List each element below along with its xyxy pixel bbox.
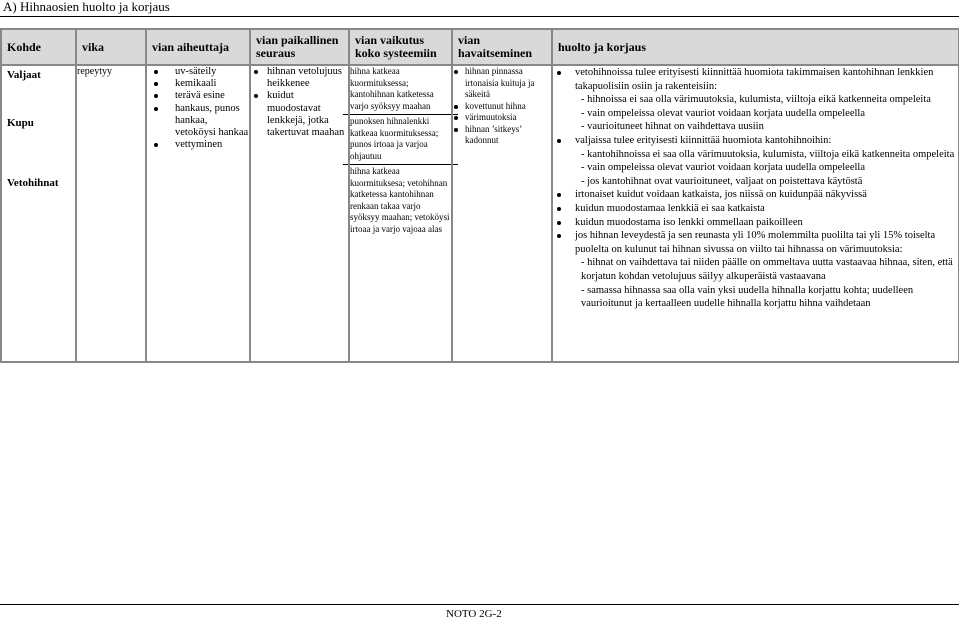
vika-value: repeytyy [77,66,112,77]
list-item: kovettunut hihna [453,101,551,113]
sub-item: - hihnoissa ei saa olla värimuutoksia, kulumista, viiltoja eikä katkenneita ompeleita [581,94,931,106]
list-item: hihnan vetolujuus heikkenee [251,66,348,90]
list-item: värimuutoksia [453,112,551,124]
list-item: vettyminen [147,139,249,151]
list-item: hankaus, punos hankaa, vetoköysi hankaa [147,103,249,140]
sub-item: - jos kantohihnat ovat vaurioituneet, valjaat on poistettava käytöstä [581,175,863,187]
header-row [1,29,959,65]
sub-item: - vaurioituneet hihnat on vaihdettava uusiin [581,121,764,133]
list-item: valjaissa tulee erityisesti kiinnittää huomiota kantohihnoihin: - kantohihnoissa ei saa olla värimuutoksia, kulumista, viiltoja eikä katkenneita ompeleita - vain ompeleissa olevat vauriot voidaan korjata uudella ompeleella - jos kantohihnat ovat vaurioituneet, valjaat on poistettava käytöstä [553,134,958,188]
sub-item: - vain ompeleissa olevat vauriot voidaan korjata uudella ompeleella [581,107,865,119]
page-footer [0,604,959,622]
header-aiheuttaja: vian aiheuttaja [146,29,250,65]
kohde-kupu: Kupu [7,117,34,129]
sub-item: - kantohihnoissa ei saa olla värimuutoksia, kulumista, viiltoja eikä katkenneita ompeleita [581,148,955,160]
page-title: A) Hihnaosien huolto ja korjaus [3,0,170,14]
vika-cell [76,65,146,362]
footer-label: NOTO 2G-2 [446,608,502,620]
havaitseminen-list [453,66,551,147]
table-row [1,65,959,362]
page-title-bar [0,0,959,17]
huolto-list [553,66,958,311]
list-item: hihnan pinnassa irtonaisia kuituja ja säkeitä [453,66,551,101]
kohde-valjaat: Valjaat [7,69,41,81]
divider [343,114,458,115]
list-item: kuidun muodostama iso lenkki ommellaan paikoilleen [553,216,958,230]
aiheuttaja-list [147,66,249,151]
huolto-cell [552,65,959,362]
header-kohde: Kohde [1,29,76,65]
list-item: irtonaiset kuidut voidaan katkaista, jos niissä on kuidunpää näkyvissä [553,188,958,202]
header-vaikutus: vian vaikutus koko systeemiin [349,29,452,65]
sub-item: - vain ompeleissa olevat vauriot voidaan korjata uudella ompeleella [581,162,865,174]
header-seuraus: vian paikallinen seuraus [250,29,349,65]
sub-item: - hihnat on vaihdettava tai niiden päälle on ommeltava uutta vastaavaa hihnaa, siten, että korjatun kohdan vetolujuus säilyy alkuperäistä vastaavana [581,257,953,282]
list-item: kuidun muodostamaa lenkkiä ei saa katkaista [553,202,958,216]
header-vika: vika [76,29,146,65]
list-item: vetohihnoissa tulee erityisesti kiinnittää huomiota takimmaisen kantohihnan lenkkien takapuolisiin osiin ja rakenteisiin: - hihnoissa ei saa olla värimuutoksia, kulumista, viiltoja eikä katkenneita ompeleita - vain ompeleissa olevat vauriot voidaan korjata uudella ompeleella - vaurioituneet hihnat on vaihdettava uusiin [553,66,958,134]
list-item: terävä esine [147,90,249,102]
havaitseminen-cell [452,65,552,362]
aiheuttaja-cell [146,65,250,362]
kohde-cell [1,65,76,362]
list-item: kemikaali [147,78,249,90]
list-item: hihnan ’sitkeys’ kadonnut [453,124,551,147]
list-item: kuidut muodostavat lenkkejä, jotka takertuvat maahan [251,90,348,139]
divider [343,164,458,165]
seuraus-cell [250,65,349,362]
list-item: jos hihnan leveydestä ja sen reunasta yli 10% molemmilta puolilta tai yli 15% toiselta puolelta on kulunut tai hihnan sivussa on viilto tai hihnassa on värimuutoksia: - hihnat on vaihdettava tai niiden päälle on ommeltava uutta vastaavaa hihnaa, siten, että korjatun kohdan vetolujuus säilyy alkuperäistä vastaavana - samassa hihnassa saa olla vain yksi uudella hihnalla korjattu kohta; uudelleen vaurioitunut ja kertaalleen uudelle hihnalla korjattu hihna vaihdetaan [553,229,958,311]
vaikutus-cell [349,65,452,362]
kohde-vetohihnat: Vetohihnat [7,177,59,189]
sub-item: - samassa hihnassa saa olla vain yksi uudella hihnalla korjattu kohta; uudelleen vaurioitunut ja kertaalleen uudelle hihnalla korjattu hihna vaihdetaan [581,284,914,310]
header-huolto: huolto ja korjaus [552,29,959,65]
header-havaitseminen: vian havaitseminen [452,29,552,65]
list-item: uv-säteily [147,66,249,78]
vaikutus-vetohihnat: hihna katkeaa kuormituksesa; vetohihnan katketessa kantohihnan renkaan takaa varjo syöksyy maahan; vetoköysi irtoaa ja varjo vajoaa alas [350,166,450,234]
maintenance-table [0,28,959,363]
vaikutus-kupu: punoksen hihnalenkki katkeaa kuormituksessa; punos irtoaa ja varjoa ohjautuu [350,116,439,161]
seuraus-list [251,66,348,139]
vaikutus-valjaat: hihna katkeaa kuormituksessa; kantohihnan katketessa varjo syöksyy maahan [350,66,434,111]
